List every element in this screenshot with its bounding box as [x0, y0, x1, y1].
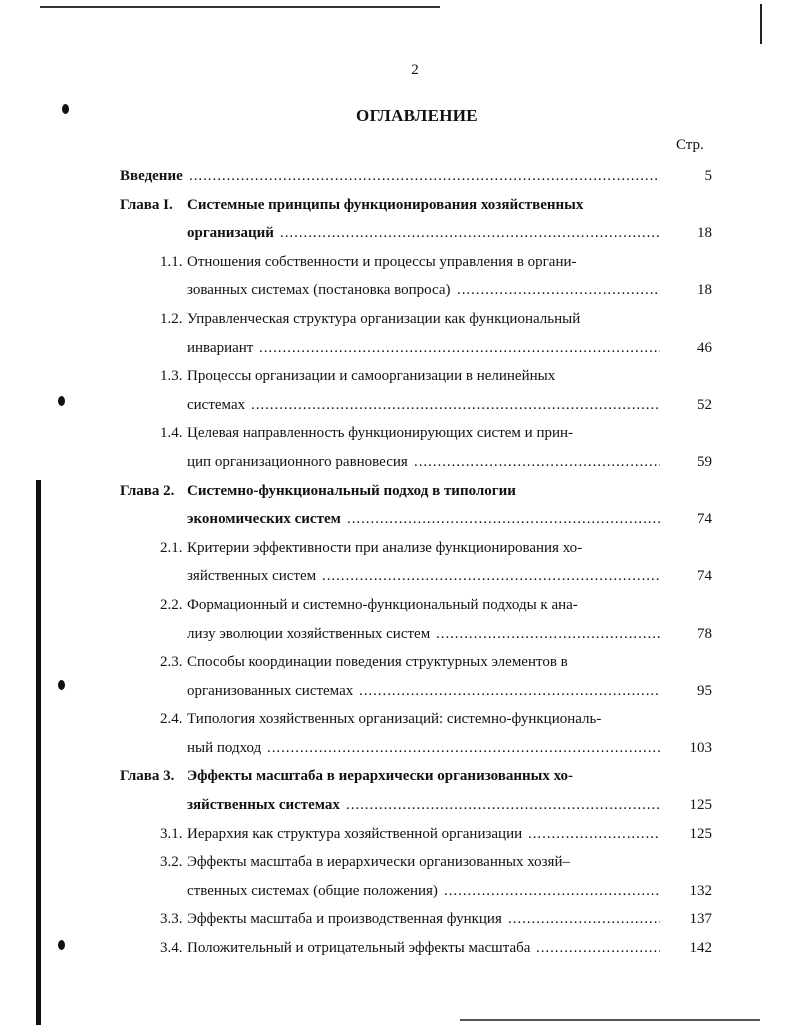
dot-leader: [528, 820, 660, 849]
toc-entry-number: 1.1.: [160, 253, 183, 270]
toc-line: [0, 191, 794, 220]
toc-entry-text: организаций: [187, 225, 274, 242]
toc-line: [0, 477, 794, 506]
toc-entry-number: 1.2.: [160, 310, 183, 327]
toc-line: [0, 848, 794, 877]
dot-leader: [259, 334, 660, 363]
toc-entry-text: Эффекты масштаба в иерархически организованных хо-: [187, 768, 574, 785]
toc-line: [0, 905, 794, 934]
toc-entry-number: Глава 2.: [120, 482, 175, 499]
toc-entry-number: Глава 3.: [120, 768, 175, 785]
toc-entry-text: цип организационного равновесия: [187, 453, 408, 470]
dot-leader: [436, 620, 660, 649]
toc-line: [0, 248, 794, 277]
toc-entry-text: Способы координации поведения структурных элементов в: [187, 654, 568, 671]
toc-line: [0, 362, 794, 391]
toc-line: [0, 334, 794, 363]
dot-leader: [508, 905, 660, 934]
toc-entry-text: Системные принципы функционирования хозяйственных: [187, 196, 584, 213]
dot-leader: [267, 734, 660, 763]
toc-line: [0, 877, 794, 906]
toc-entry-text: Отношения собственности и процессы управления в органи-: [187, 253, 577, 270]
toc-page-number: 46: [697, 339, 712, 356]
toc-entry-text: Целевая направленность функционирующих систем и прин-: [187, 425, 574, 442]
toc-entry-text: Введение: [120, 168, 183, 184]
toc-line: [0, 820, 794, 849]
toc-entry-text: Типология хозяйственных организаций: системно-функциональ-: [187, 711, 602, 728]
page-column-label: Стр.: [676, 137, 704, 153]
dot-leader: [251, 391, 660, 420]
toc-line: [0, 705, 794, 734]
toc-line: [0, 448, 794, 477]
toc-page-number: 132: [689, 882, 712, 899]
toc-entry-text: Эффекты масштаба в иерархически организованных хозяй–: [187, 854, 570, 871]
toc-entry-number: 2.1.: [160, 539, 183, 556]
toc-entry-text: инвариант: [187, 339, 254, 356]
toc-line: [0, 648, 794, 677]
scan-artifact-top: [40, 6, 440, 8]
dot-leader: [414, 448, 660, 477]
dot-leader: [457, 276, 660, 305]
toc-entry-number: 2.2.: [160, 596, 183, 613]
toc-page-number: 137: [689, 911, 712, 928]
toc-entry-number: 2.3.: [160, 654, 183, 671]
toc-line: [0, 620, 794, 649]
toc-entry-text: ственных системах (общие положения): [187, 882, 438, 899]
toc-line: [0, 276, 794, 305]
dot-leader: [444, 877, 660, 906]
toc-entry-text: экономических систем: [187, 511, 341, 528]
dot-leader: [280, 219, 660, 248]
toc-entry-text: организованных системах: [187, 682, 354, 699]
toc-entry-text: Процессы организации и самоорганизации в нелинейных: [187, 368, 556, 385]
scan-artifact-right: [760, 4, 762, 44]
table-of-contents: [0, 162, 794, 963]
toc-entry-text: Управленческая структура организации как функциональный: [187, 310, 581, 327]
toc-page-number: 142: [689, 940, 712, 957]
toc-entry-text: зяйственных системах: [187, 797, 340, 814]
dot-leader: [322, 562, 660, 591]
toc-line: [0, 677, 794, 706]
toc-entry-number: Глава I.: [120, 196, 173, 213]
toc-line: [0, 562, 794, 591]
toc-title: ОГЛАВЛЕНИЕ: [356, 106, 478, 125]
toc-page-number: 125: [689, 825, 712, 842]
page-number: 2: [411, 62, 419, 78]
toc-line: [0, 219, 794, 248]
toc-page-number: 52: [697, 396, 712, 413]
toc-page-number: 18: [697, 225, 712, 242]
dot-leader: [347, 505, 660, 534]
toc-entry-number: 2.4.: [160, 711, 183, 728]
toc-line: [0, 162, 794, 191]
toc-entry-text: Положительный и отрицательный эффекты масштаба: [187, 940, 531, 957]
toc-line: [0, 762, 794, 791]
toc-line: [0, 791, 794, 820]
toc-entry-text: зованных системах (постановка вопроса): [187, 282, 451, 299]
toc-line: [0, 305, 794, 334]
toc-entry-text: Критерии эффективности при анализе функционирования хо-: [187, 539, 583, 556]
toc-entry-text: Эффекты масштаба и производственная функция: [187, 911, 502, 928]
toc-page-number: 18: [697, 282, 712, 299]
toc-entry-text: ный подход: [187, 739, 262, 756]
toc-entry-text: зяйственных систем: [187, 568, 317, 585]
scan-artifact-bottom: [460, 1019, 760, 1021]
toc-entry-number: 1.3.: [160, 368, 183, 385]
toc-page-number: 74: [697, 568, 712, 585]
dot-leader: [346, 791, 660, 820]
toc-entry-number: 3.2.: [160, 854, 183, 871]
dot-leader: [189, 162, 660, 191]
dot-leader: [536, 934, 660, 963]
toc-line: [0, 591, 794, 620]
toc-page-number: 59: [697, 453, 712, 470]
toc-line: [0, 505, 794, 534]
toc-entry-text: Иерархия как структура хозяйственной организации: [187, 825, 523, 842]
toc-entry-number: 1.4.: [160, 425, 183, 442]
toc-line: [0, 419, 794, 448]
toc-entry-text: Формационный и системно-функциональный подходы к ана-: [187, 596, 578, 613]
toc-entry-number: 3.3.: [160, 911, 183, 928]
toc-page-number: 95: [697, 682, 712, 699]
toc-page-number: 5: [704, 168, 712, 184]
toc-line: [0, 534, 794, 563]
toc-page-number: 78: [697, 625, 712, 642]
toc-line: [0, 934, 794, 963]
dot-leader: [359, 677, 660, 706]
toc-line: [0, 391, 794, 420]
toc-page-number: 103: [689, 739, 712, 756]
toc-entry-text: системах: [187, 396, 246, 413]
toc-page-number: 74: [697, 511, 712, 528]
toc-page-number: 125: [689, 797, 712, 814]
toc-entry-text: лизу эволюции хозяйственных систем: [187, 625, 431, 642]
toc-entry-number: 3.1.: [160, 825, 183, 842]
toc-line: [0, 734, 794, 763]
toc-entry-number: 3.4.: [160, 940, 183, 957]
toc-entry-text: Системно-функциональный подход в типологии: [187, 482, 516, 499]
